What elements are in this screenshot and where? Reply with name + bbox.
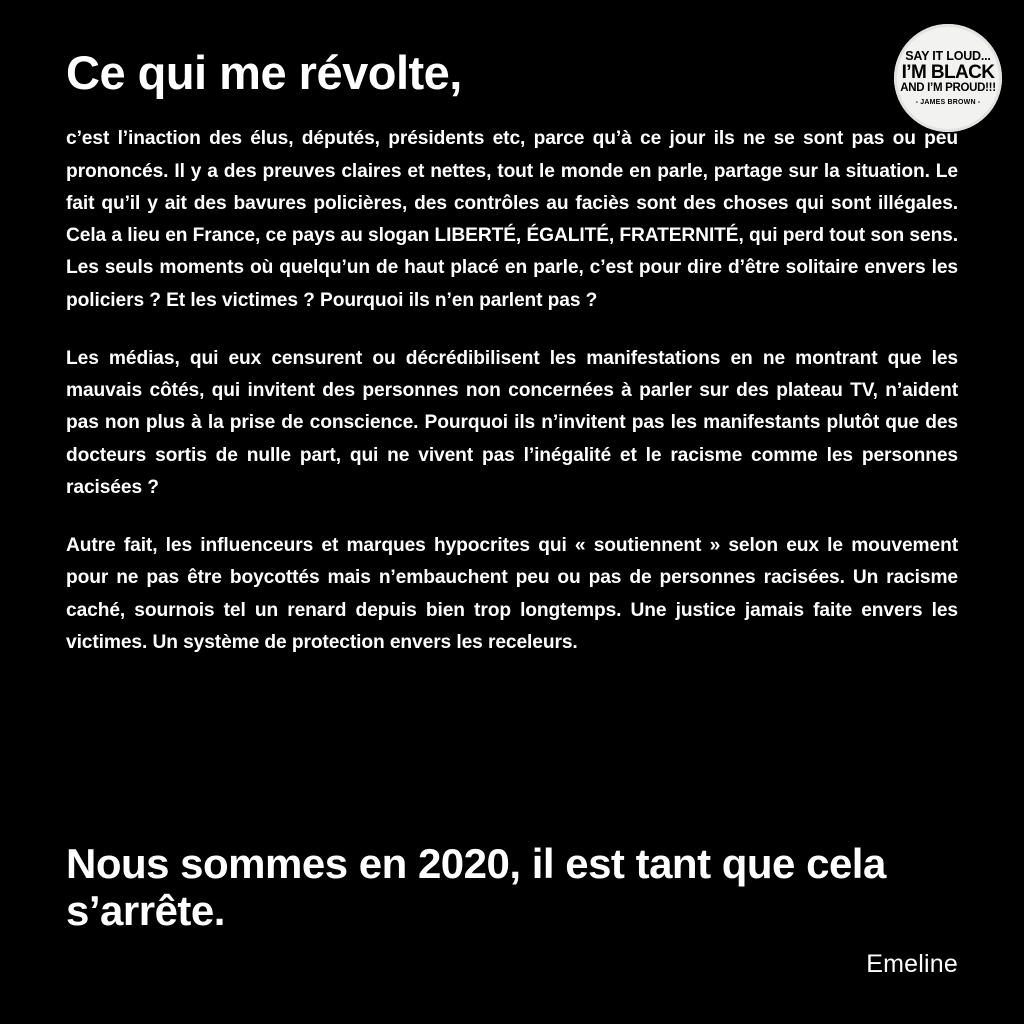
badge-line-4: - JAMES BROWN - <box>915 99 981 107</box>
author-signature: Emeline <box>866 950 958 978</box>
page-title: Ce qui me révolte, <box>66 46 462 99</box>
closing-statement: Nous sommes en 2020, il est tant que cela s’arrête. <box>66 840 886 935</box>
body-paragraph-2: Les médias, qui eux censurent ou décrédibilisent les manifestations en ne montrant que les mauvais côtés, qui invitent des personnes non concernées à parler sur des plateau TV, n’aident pas non plus à la prise de conscience. Pourquoi ils n’invitent pas les manifestants plutôt que des docteurs sortis de nulle part, qui ne vivent pas l’inégalité et le racisme comme les personnes racisées ? <box>66 347 958 498</box>
badge-line-2: I’M BLACK <box>901 62 995 84</box>
badge-line-1: SAY IT LOUD... <box>905 48 991 63</box>
body-paragraph-1: c’est l’inaction des élus, députés, présidents etc, parce qu’à ce jour ils ne se sont pas ou peu prononcés. Il y a des preuves claires et nettes, tout le monde en parle, partage sur la situation. Le fait qu’il y ait des bavures policières, des contrôles au faciès sont des choses qui sont illégales. Cela a lieu en France, ce pays au slogan LIBERTÉ, ÉGALITÉ, FRATERNITÉ, qui perd tout son sens. Les seuls moments où quelqu’un de haut placé en parle, c’est pour dire d’être solitaire envers les policiers ? Et les victimes ? Pourquoi ils n’en parlent pas ? <box>66 128 958 311</box>
poster-content <box>66 48 958 659</box>
body-paragraph-3: Autre fait, les influenceurs et marques hypocrites qui « soutiennent » selon eux le mouvement pour ne pas être boycottés mais n’embauchent peu ou pas de personnes racisées. Un racisme caché, sournois tel un renard depuis bien trop longtemps. Une justice jamais faite envers les victimes. Un système de protection envers les receleurs. <box>66 535 958 653</box>
badge-line-3: AND I’M PROUD!!! <box>900 82 996 95</box>
